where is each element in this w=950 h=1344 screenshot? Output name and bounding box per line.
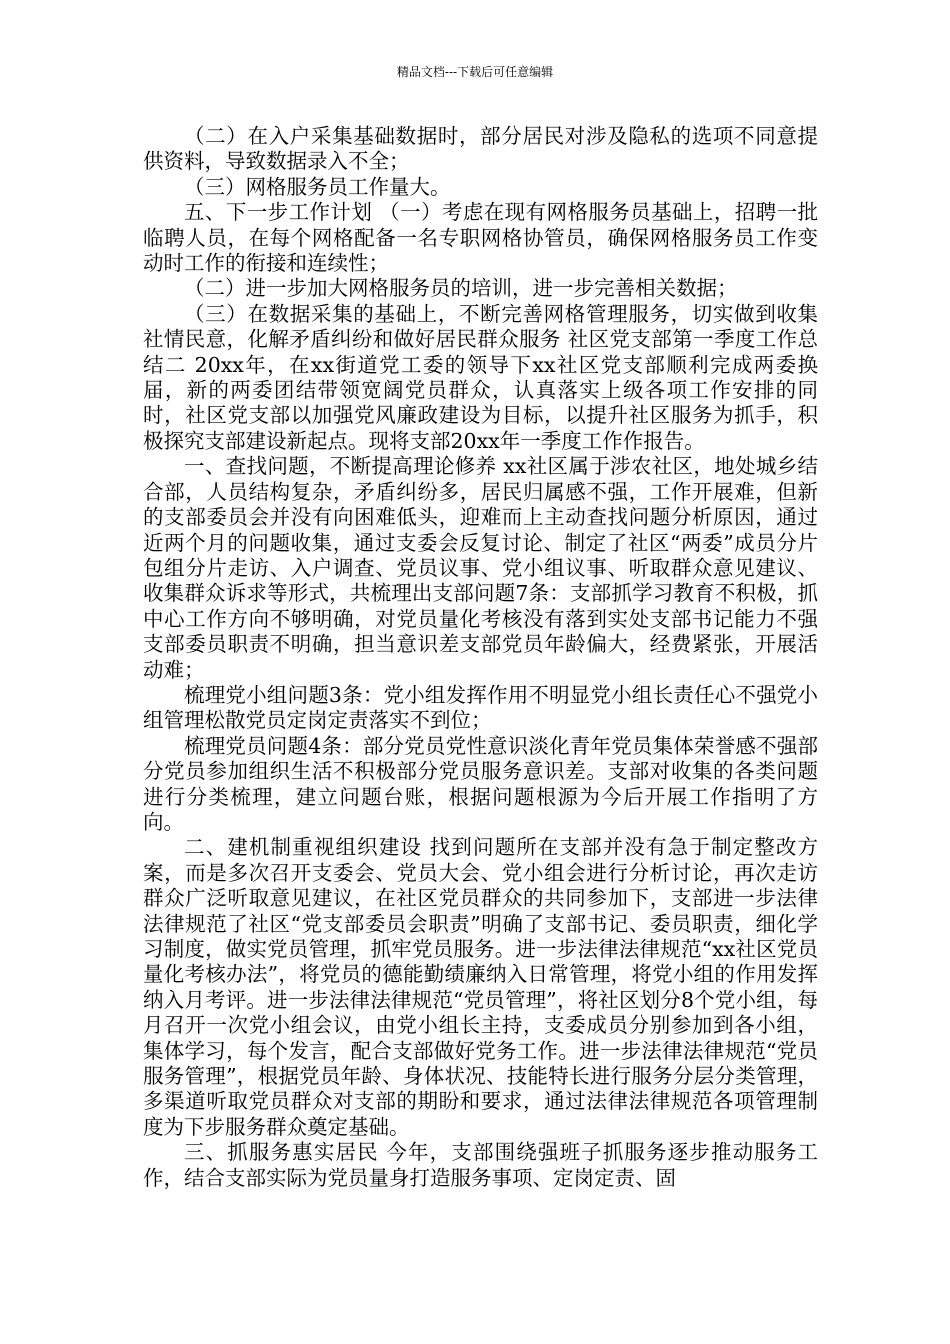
paragraph-5: （三）在数据采集的基础上，不断完善网格管理服务，切实做到收集社情民意，化解矛盾纠纷和做好居民群众服务 社区党支部第一季度工作总结二 20xx年，在xx街道党工委的领导下xx社区党支部顺利完成两委换届，新的两委团结带领宽阔党员群众，认真落实上级各项工作安排的同时，社区党支部以加强党风廉政建设为目标，以提升社区服务为抓手，积极探究支部建设新起点。现将支部20xx年一季度工作作报告。 [143,301,818,453]
paragraph-6: 一、查找问题，不断提高理论修养 xx社区属于涉农社区，地处城乡结合部，人员结构复杂，矛盾纠纷多，居民归属感不强，工作开展难，但新的支部委员会并没有向困难低头，迎难而上主动查找问题分析原因，通过近两个月的问题收集，通过支委会反复讨论、制定了社区“两委”成员分片包组分片走访、入户调查、党员议事、党小组议事、听取群众意见建议、收集群众诉求等形式，共梳理出支部问题7条：支部抓学习教育不积极，抓中心工作方向不够明确，对党员量化考核没有落到实处支部书记能力不强支部委员职责不明确，担当意识差支部党员年龄偏大，经费紧张，开展活动难； [143,454,818,682]
paragraph-8: 梳理党员问题4条：部分党员党性意识淡化青年党员集体荣誉感不强部分党员参加组织生活不积极部分党员服务意识差。支部对收集的各类问题进行分类梳理，建立问题台账，根据问题根源为今后开展工作指明了方向。 [143,733,818,834]
page-header: 精品文档---下载后可任意编辑 [396,65,554,79]
paragraph-9: 二、建机制重视组织建设 找到问题所在支部并没有急于制定整改方案，而是多次召开支委会、党员大会、党小组会进行分析讨论，再次走访群众广泛听取意见建议，在社区党员群众的共同参加下，支部进一步法律法律规范了社区“党支部委员会职责”明确了支部书记、委员职责，细化学习制度，做实党员管理，抓牢党员服务。进一步法律法律规范“xx社区党员量化考核办法”，将党员的德能勤绩廉纳入日常管理，将党小组的作用发挥纳入月考评。进一步法律法律规范“党员管理”，将社区划分8个党小组，每月召开一次党小组会议，由党小组长主持，支委成员分别参加到各小组，集体学习，每个发言，配合支部做好党务工作。进一步法律法律规范“党员服务管理”，根据党员年龄、身体状况、技能特长进行服务分层分类管理，多渠道听取党员群众对支部的期盼和要求，通过法律法律规范各项管理制度为下步服务群众奠定基础。 [143,835,818,1139]
paragraph-4: （二）进一步加大网格服务员的培训，进一步完善相关数据； [184,276,738,301]
paragraph-2: （三）网格服务员工作量大。 [184,174,451,199]
paragraph-1: （二）在入户采集基础数据时，部分居民对涉及隐私的选项不同意提供资料，导致数据录入不全； [143,124,818,174]
paragraph-7: 梳理党小组问题3条：党小组发挥作用不明显党小组长责任心不强党小组管理松散党员定岗定责落实不到位； [143,682,818,733]
paragraph-10: 三、抓服务惠实居民 今年，支部围绕强班子抓服务逐步推动服务工作，结合支部实际为党员量身打造服务事项、定岗定责、固 [143,1140,818,1190]
paragraph-3: 五、下一步工作计划 （一）考虑在现有网格服务员基础上，招聘一批临聘人员，在每个网格配备一名专职网格协管员，确保网格服务员工作变动时工作的衔接和连续性； [143,200,818,276]
document-body [143,124,818,1191]
